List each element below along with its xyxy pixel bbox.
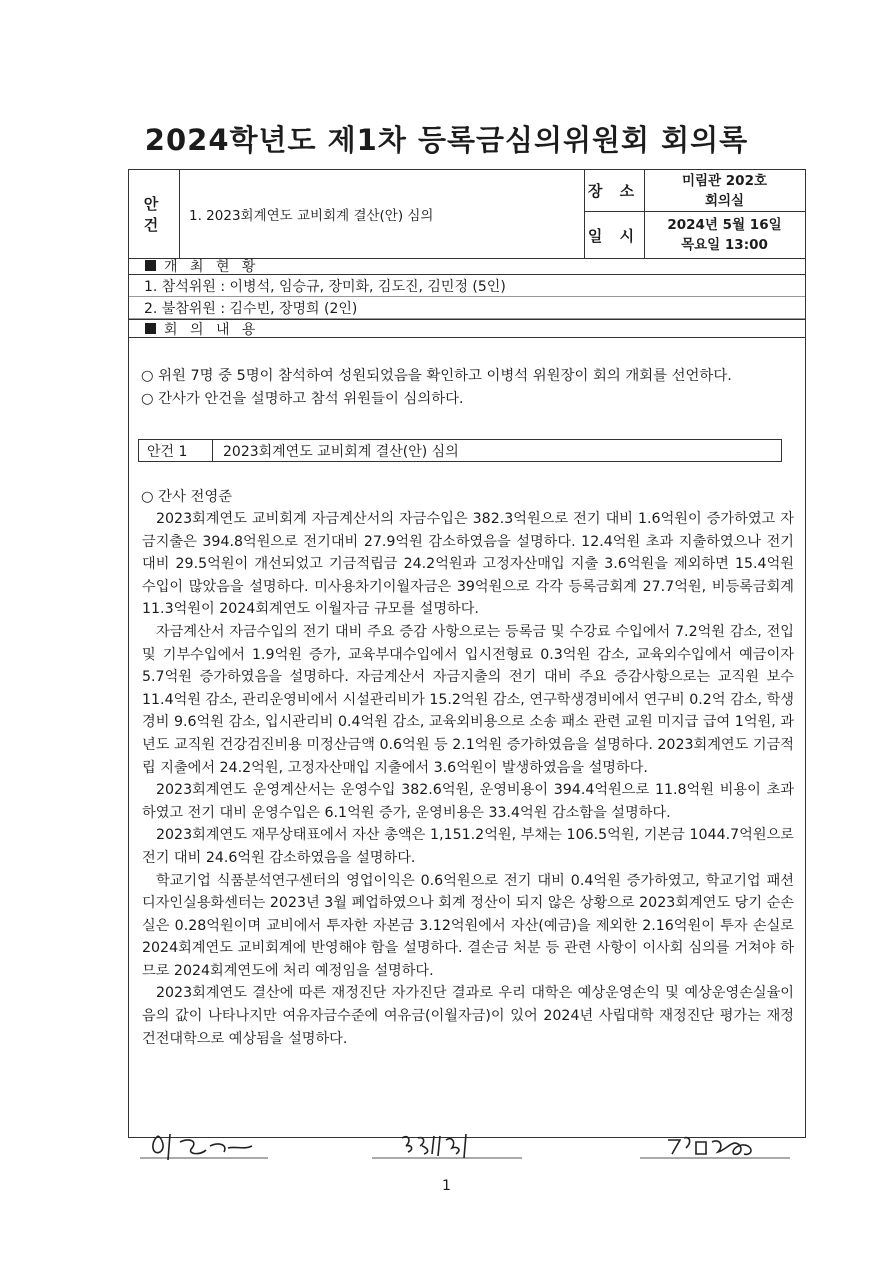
bullet-text: 간사가 안건을 설명하고 참석 위원들이 심의하다. (158, 391, 464, 407)
section-heading-status-text: 개 최 현 황 (164, 258, 260, 275)
place-line-2: 회의실 (704, 192, 745, 209)
signature-2 (372, 1128, 522, 1166)
place-label: 장 소 (587, 182, 641, 200)
meeting-info-table (128, 169, 806, 259)
square-bullet-icon (145, 323, 156, 334)
agenda-item-label: 안건 1 (139, 440, 213, 461)
paragraph: 2023회계연도 재무상태표에서 자산 총액은 1,151.2억원, 부채는 106.5억원, 기본금 1044.7억원으로 전기 대비 24.6억원 감소하였음을 설명하다. (142, 827, 794, 866)
section-heading-content (129, 319, 805, 338)
agenda-item-title: 2023회계연도 교비회계 결산(안) 심의 (223, 443, 459, 460)
date-line-2: 목요일 13:00 (681, 237, 768, 253)
minutes-paragraphs (142, 508, 794, 1050)
date-value (644, 212, 805, 258)
meeting-bullets (141, 365, 801, 411)
document-title: 2024학년도 제1차 등록금심의위원회 회의록 (144, 123, 749, 157)
date-line-1: 2024년 5월 16일 (667, 217, 782, 233)
bullet-item (141, 365, 801, 388)
place-value (644, 170, 805, 211)
square-bullet-icon (145, 260, 156, 271)
bullet-text: 위원 7명 중 5명이 참석하여 성원되었음을 확인하고 이병석 위원장이 회의 개회를 선언하다. (158, 368, 732, 384)
paragraph: 자금계산서 자금수입의 전기 대비 주요 증감 사항으로는 등록금 및 수강료 수입에서 7.2억원 감소, 전입 및 기부수입에서 1.9억원 증가, 교육부대수입에서 입시전형료 0.3억원 감소, 교육외수입에서 예금이자 5.7억원 증가하였음을 설명하다. 자금계산서 자금지출의 전기 대비 주요 증감사항으로는 교직원 보수 11.4억원 감소, 관리운영비에서 시설관리비가 15.2억원 감소, 연구학생경비에서 연구비 0.2억 감소, 학생경비 9.6억원 감소, 입시관리비 0.4억원 감소, 교육외비용으로 소송 패소 관련 교원 미지급 급여 1억원, 과년도 교직원 건강검진비용 미정산금액 0.6억원 등 2.1억원 증가하였음을 설명하다. 2023회계연도 기금적립 지출에서 24.2억원, 고정자산매입 지출에서 3.6억원이 발생하였음을 설명하다. (142, 623, 794, 776)
paragraph: 2023회계연도 운영계산서는 운영수입 382.6억원, 운영비용이 394.4억원으로 11.8억원 비용이 초과하였고 전기 대비 운영수입은 6.1억원 증가, 운영비용은 33.4억원 감소함을 설명하다. (142, 782, 794, 821)
attendees-row: 1. 참석위원 : 이병석, 임승규, 장미화, 김도진, 김민정 (5인) (129, 275, 805, 297)
section-heading-content-text: 회 의 내 용 (164, 321, 260, 338)
signature-3 (640, 1128, 790, 1166)
circle-bullet-icon: ○ (141, 368, 154, 384)
signature-1 (140, 1128, 270, 1166)
paragraph: 학교기업 식품분석연구센터의 영업이익은 0.6억원으로 전기 대비 0.4억원 증가하였고, 학교기업 패션디자인실용화센터는 2023년 3월 폐업하였으나 회계 정산이 되지 않은 상황으로 2023회계연도 당기 순손실은 0.28억원이며 교비에서 투자한 자본금 3.12억원에서 자산(예금)을 제외한 2.16억원이 투자 손실로 2024회계연도 교비회계에 반영해야 함을 설명하다. 결손금 처분 등 관련 사항이 이사회 심의를 거쳐야 하므로 2024회계연도에 처리 예정임을 설명하다. (142, 872, 794, 979)
agenda-item-box (138, 439, 782, 462)
paragraph: 2023회계연도 결산에 따른 재정진단 자가진단 결과로 우리 대학은 예상운영손익 및 예상운영손실율이 음의 값이 나타나지만 여유자금수준에 여유금(이월자금)이 있어 2024년 사립대학 재정진단 평가는 재정건전대학으로 예상됨을 설명하다. (142, 985, 794, 1047)
circle-bullet-icon: ○ (141, 391, 154, 407)
paragraph: 2023회계연도 교비회계 자금계산서의 자금수입은 382.3억원으로 전기 대비 1.6억원이 증가하였고 자금지출은 394.8억원으로 전기대비 27.9억원 감소하였음을 설명하다. 12.4억원 초과 지출하였으나 전기 대비 29.5억원이 개선되었고 기금적립금 24.2억원과 고정자산매입 지출 3.6억원을 제외하면 15.4억원 수입이 많았음을 설명하다. 미사용차기이월자금은 39억원으로 각각 등록금회계 27.7억원, 비등록금회계 11.3억원이 2024회계연도 이월자금 규모를 설명하다. (142, 511, 794, 618)
agenda-label: 안 건 (143, 195, 165, 234)
speaker-line: ○ 간사 전영준 (141, 489, 233, 505)
bullet-item (141, 388, 801, 411)
agenda-value: 1. 2023회계연도 교비회계 결산(안) 심의 (189, 208, 434, 224)
absentees-row: 2. 불참위원 : 김수빈, 장명희 (2인) (129, 297, 805, 319)
section-heading-status (129, 257, 805, 275)
minutes-body-frame (128, 257, 806, 1138)
date-label: 일 시 (587, 226, 641, 245)
place-line-1: 미림관 202호 (681, 172, 768, 189)
page-number: 1 (442, 1178, 451, 1194)
